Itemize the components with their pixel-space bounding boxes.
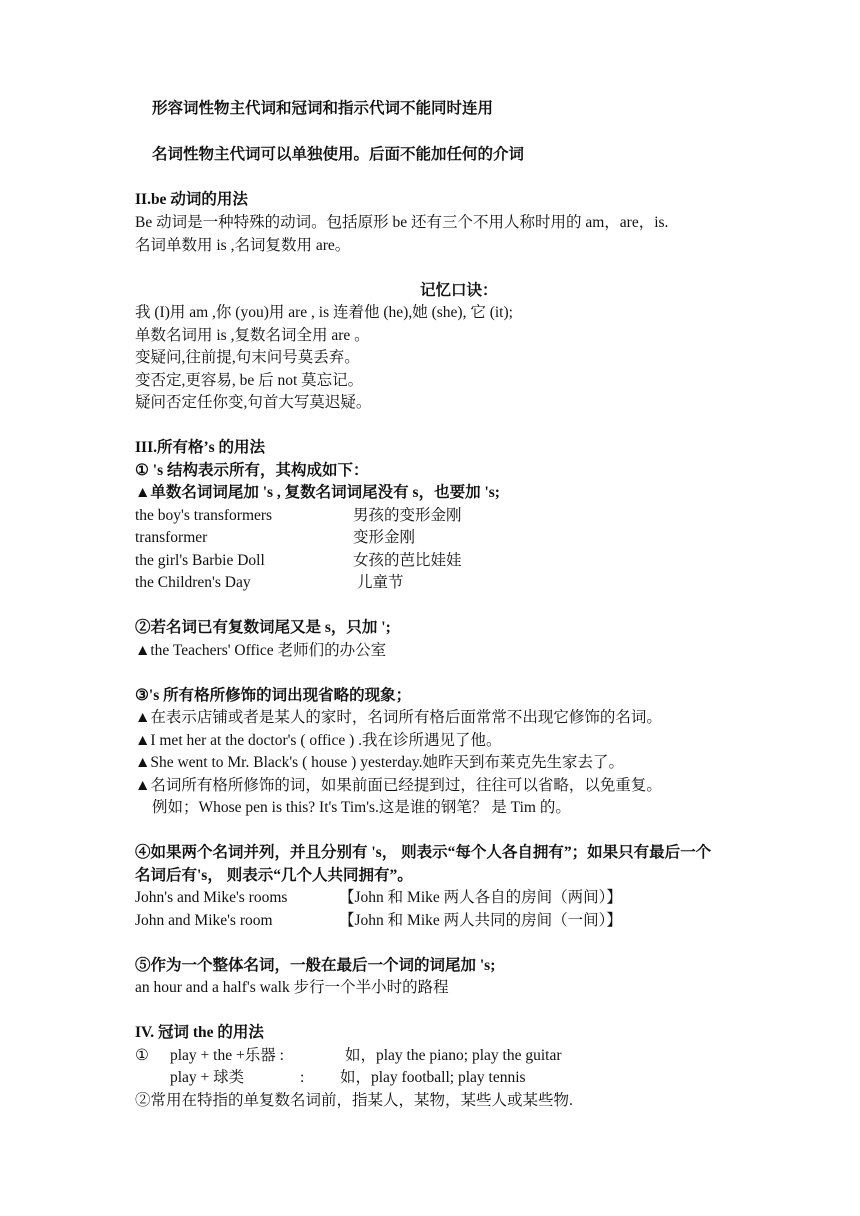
subsection-title: ④如果两个名词并列，并且分别有 's， 则表示“每个人各自拥有”；如果只有最后一个 (135, 844, 712, 861)
subsection-title: ① 's 结构表示所有，其构成如下： (135, 462, 369, 479)
paragraph: Be 动词是一种特殊的动词。包括原形 be 还有三个不用人称时用的 am，are，is. (135, 214, 669, 231)
rule-pattern: play + 球类 (170, 1069, 245, 1086)
mnemonic-line: 我 (I)用 am ,你 (you)用 are , is 连着他 (he),她 (she), 它 (it); (135, 304, 513, 321)
mnemonic-title: 记忆口诀： (420, 282, 498, 299)
example-zh: 男孩的变形金刚 (353, 507, 462, 524)
rule-example: 如，play football; play tennis (340, 1069, 526, 1086)
subsection-title: ⑤作为一个整体名词，一般在最后一个词的词尾加 's; (135, 957, 496, 974)
rule-line: ▲单数名词词尾加 's , 复数名词词尾没有 s，也要加 's; (135, 484, 500, 501)
rule-line: ▲在表示店铺或者是某人的家时，名词所有格后面常常不出现它修饰的名词。 (135, 709, 662, 726)
example-row (135, 506, 462, 526)
example-zh: 女孩的芭比娃娃 (353, 552, 462, 569)
example-zh: 【John 和 Mike 两人各自的房间（两间）】 (339, 889, 622, 906)
example-row (135, 911, 622, 931)
rule-number: ① (135, 1047, 149, 1064)
rule-line: ▲名词所有格所修饰的词，如果前面已经提到过，往往可以省略，以免重复。 (135, 777, 662, 794)
example-row (135, 551, 462, 571)
example-row (135, 573, 404, 593)
rule-line: ②常用在特指的单复数名词前，指某人，某物，某些人或某些物. (135, 1092, 573, 1109)
paragraph: 名词单数用 is ,名词复数用 are。 (135, 237, 351, 254)
section-3-heading: III.所有格’s 的用法 (135, 439, 266, 456)
subsection-title-cont: 名词后有's， 则表示“几个人共同拥有”。 (135, 867, 413, 884)
subsection-title: ③'s 所有格所修饰的词出现省略的现象； (135, 687, 412, 704)
rule-line: ▲She went to Mr. Black's ( house ) yesterday.她昨天到布莱克先生家去了。 (135, 754, 624, 771)
example-en: the Children's Day (135, 574, 251, 591)
intro-line-1: 形容词性物主代词和冠词和指示代词不能同时连用 (152, 100, 494, 117)
example-line: an hour and a half's walk 步行一个半小时的路程 (135, 979, 449, 996)
example-en: the girl's Barbie Doll (135, 552, 265, 569)
example-en: transformer (135, 529, 208, 546)
mnemonic-line: 单数名词用 is ,复数名词全用 are 。 (135, 327, 370, 344)
example-zh: 变形金刚 (353, 529, 416, 546)
rule-line: ▲I met her at the doctor's ( office ) .我在诊所遇见了他。 (135, 732, 502, 749)
example-zh: 儿童节 (357, 574, 404, 591)
example-line: 例如；Whose pen is this? It's Tim's.这是谁的钢笔？ 是 Tim 的。 (152, 799, 571, 816)
mnemonic-line: 变否定,更容易, be 后 not 莫忘记。 (135, 372, 364, 389)
section-4-heading: IV. 冠词 the 的用法 (135, 1024, 264, 1041)
rule-row (135, 1046, 562, 1066)
example-line: ▲the Teachers' Office 老师们的办公室 (135, 642, 387, 659)
rule-colon: : (300, 1069, 305, 1086)
example-row (135, 888, 622, 908)
example-en: John and Mike's room (135, 912, 273, 929)
example-zh: 【John 和 Mike 两人共同的房间（一间）】 (339, 912, 622, 929)
example-row (135, 528, 416, 548)
mnemonic-line: 疑问否定任你变,句首大写莫迟疑。 (135, 394, 372, 411)
intro-line-2: 名词性物主代词可以单独使用。后面不能加任何的介词 (152, 146, 525, 163)
subsection-title: ②若名词已有复数词尾又是 s，只加 '; (135, 619, 391, 636)
section-2-heading: II.be 动词的用法 (135, 191, 248, 208)
rule-example: 如，play the piano; play the guitar (345, 1047, 562, 1064)
rule-pattern: play + the +乐器 : (170, 1047, 284, 1064)
mnemonic-line: 变疑问,往前提,句末问号莫丢弃。 (135, 349, 360, 366)
example-en: John's and Mike's rooms (135, 889, 288, 906)
example-en: the boy's transformers (135, 507, 273, 524)
